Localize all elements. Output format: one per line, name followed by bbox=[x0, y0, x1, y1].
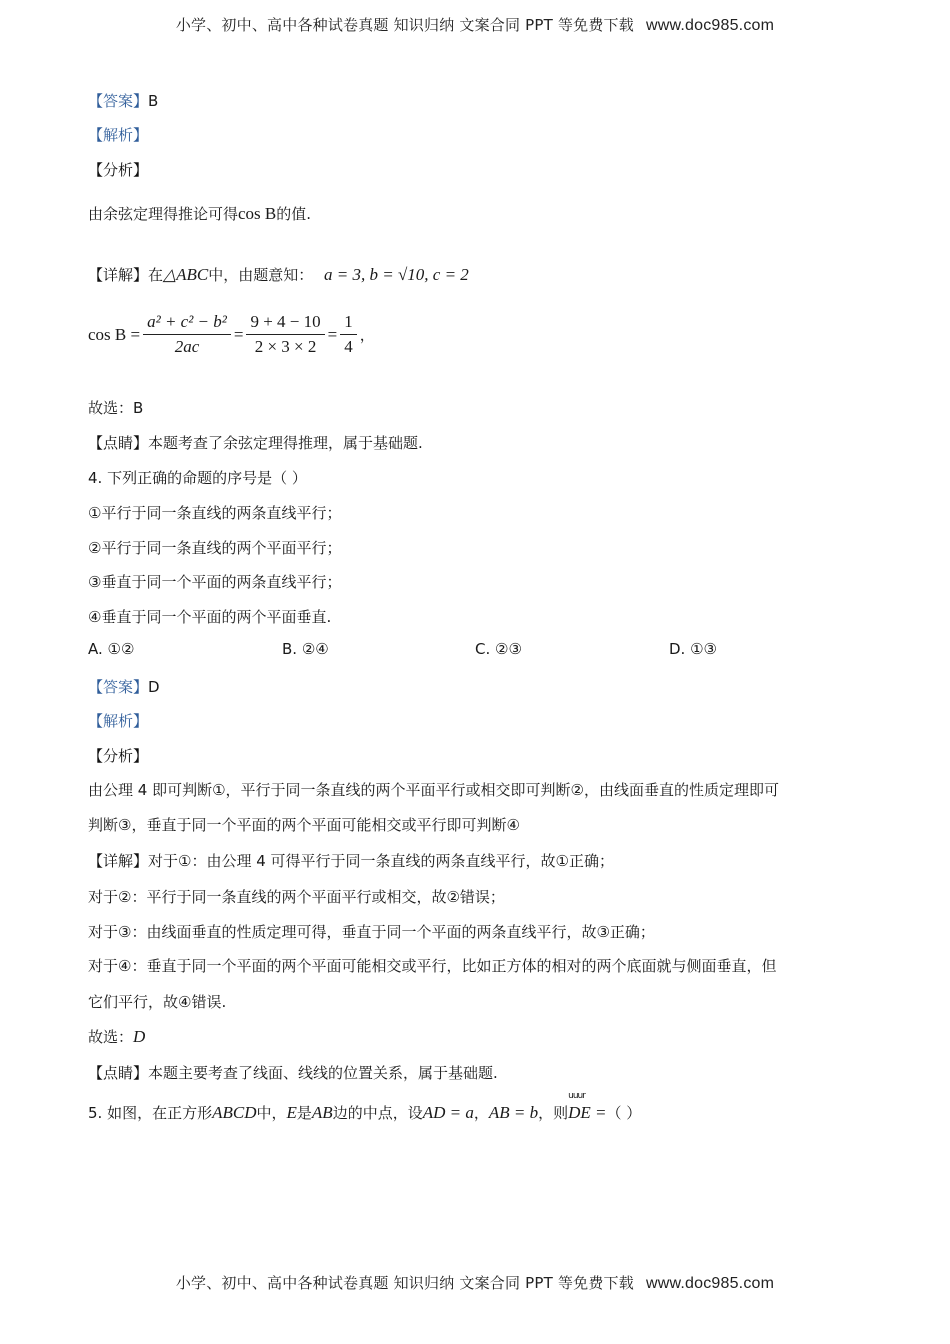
q4-fenxi-line: 判断③，垂直于同一个平面的两个平面可能相交或平行即可判断④ bbox=[88, 816, 520, 834]
comment-tag: 【点睛】 bbox=[88, 434, 149, 452]
frac1-den: 2ac bbox=[174, 337, 200, 356]
q5-ab: AB bbox=[311, 1103, 333, 1122]
q5-t1: 中， bbox=[256, 1104, 287, 1122]
header-site[interactable]: www.doc985.com bbox=[645, 17, 775, 34]
q5-t4: ， bbox=[473, 1104, 489, 1122]
answer-value: B bbox=[148, 92, 159, 110]
q3-answer bbox=[88, 90, 158, 111]
formula-lhs: cos B = bbox=[88, 324, 141, 344]
q4-detail-line: 对于③：由线面垂直的性质定理可得，垂直于同一个平面的两条直线平行，故③正确； bbox=[88, 923, 655, 941]
formula-eq2: = bbox=[327, 324, 338, 344]
answer-value: D bbox=[148, 678, 160, 696]
q4-stem: 4. 下列正确的命题的序号是（ ） bbox=[88, 469, 307, 487]
q4-answer bbox=[88, 676, 160, 697]
q4-detail-line bbox=[88, 850, 614, 871]
page-footer bbox=[0, 1272, 950, 1293]
fenxi-tag: 【分析】 bbox=[88, 161, 149, 179]
q5-t5: ，则 bbox=[538, 1104, 569, 1122]
footer-site[interactable]: www.doc985.com bbox=[645, 1275, 775, 1292]
q4-analysis bbox=[88, 710, 148, 731]
q4-item: ②平行于同一条直线的两个平面平行； bbox=[88, 539, 342, 557]
q4-comment bbox=[88, 1062, 498, 1083]
header-text: 小学、初中、高中各种试卷真题 知识归纳 文案合同 PPT 等免费下载 bbox=[175, 16, 634, 34]
q5-num: 5. 如图，在正方形 bbox=[88, 1104, 213, 1122]
footer-text: 小学、初中、高中各种试卷真题 知识归纳 文案合同 PPT 等免费下载 bbox=[175, 1274, 634, 1292]
q4-detail-line: 对于②：平行于同一条直线的两个平面平行或相交，故②错误； bbox=[88, 888, 505, 906]
q3-formula bbox=[88, 312, 375, 357]
formula-frac-1 bbox=[143, 312, 231, 357]
q4-detail-line: 它们平行，故④错误. bbox=[88, 993, 227, 1011]
fenxi-math: cos B bbox=[238, 204, 277, 223]
formula-eq1: = bbox=[233, 324, 244, 344]
choice-prefix: 故选： bbox=[88, 1028, 134, 1046]
q5-ab-eq: AB = b bbox=[488, 1103, 539, 1122]
q4-option-c: C. ②③ bbox=[475, 640, 522, 658]
q5-ad-eq: AD = a bbox=[422, 1103, 474, 1122]
frac2-num: 9 + 4 − 10 bbox=[246, 312, 324, 335]
detail-tag: 【详解】 bbox=[88, 266, 149, 284]
choice-value: D bbox=[133, 1027, 146, 1046]
detail-text: 对于①：由公理 4 可得平行于同一条直线的两条直线平行，故①正确； bbox=[148, 852, 614, 870]
detail-text-b: 中，由题意知： bbox=[208, 266, 314, 284]
q5-de-vector bbox=[568, 1091, 607, 1123]
fenxi-text-b: 的值. bbox=[276, 205, 312, 223]
detail-text-a: 在 bbox=[148, 266, 164, 284]
q4-option-d: D. ①③ bbox=[669, 640, 717, 658]
q4-fenxi-line: 由公理 4 即可判断①，平行于同一条直线的两个平面平行或相交即可判断②，由线面垂直的性质定理即可 bbox=[88, 781, 779, 799]
q4-choice bbox=[88, 1026, 145, 1047]
q3-comment bbox=[88, 432, 423, 453]
detail-given: a = 3, b = √10, c = 2 bbox=[324, 265, 469, 284]
frac3-den: 4 bbox=[344, 337, 353, 356]
q4-option-b: B. ②④ bbox=[282, 640, 329, 658]
comment-text: 本题考查了余弦定理得推理，属于基础题. bbox=[148, 434, 423, 452]
q5-t3: 边的中点，设 bbox=[332, 1104, 423, 1122]
q5-de: DE = bbox=[568, 1103, 607, 1122]
frac1-num: a² + c² − b² bbox=[143, 312, 231, 335]
detail-tag: 【详解】 bbox=[88, 852, 149, 870]
answer-tag: 【答案】 bbox=[88, 92, 149, 110]
q4-item: ④垂直于同一个平面的两个平面垂直. bbox=[88, 608, 332, 626]
q4-item: ③垂直于同一个平面的两条直线平行； bbox=[88, 573, 342, 591]
fenxi-text-a: 由余弦定理得推论可得 bbox=[88, 205, 239, 223]
q3-analysis bbox=[88, 124, 148, 145]
q5-stem bbox=[88, 1091, 642, 1123]
fenxi-tag: 【分析】 bbox=[88, 747, 149, 765]
q5-t6: （ ） bbox=[606, 1104, 642, 1122]
q5-t2: 是 bbox=[296, 1104, 312, 1122]
vector-arrow: uuur bbox=[568, 1091, 585, 1101]
q4-fenxi-tag bbox=[88, 745, 148, 766]
analysis-tag: 【解析】 bbox=[88, 126, 149, 144]
q4-detail-line: 对于④：垂直于同一个平面的两个平面可能相交或平行，比如正方体的相对的两个底面就与侧面垂直，但 bbox=[88, 957, 777, 975]
detail-triangle: △ABC bbox=[163, 265, 209, 284]
answer-tag: 【答案】 bbox=[88, 678, 149, 696]
q3-fenxi-tag bbox=[88, 159, 148, 180]
q3-detail bbox=[88, 264, 469, 285]
q5-e: E bbox=[286, 1103, 297, 1122]
analysis-tag: 【解析】 bbox=[88, 712, 149, 730]
formula-frac-3 bbox=[340, 312, 357, 357]
page-header bbox=[0, 14, 950, 35]
q4-item: ①平行于同一条直线的两条直线平行； bbox=[88, 504, 342, 522]
formula-frac-2 bbox=[246, 312, 324, 357]
frac2-den: 2 × 3 × 2 bbox=[254, 337, 317, 356]
formula-end: ， bbox=[359, 326, 375, 344]
comment-tag: 【点睛】 bbox=[88, 1064, 149, 1082]
q3-fenxi-text bbox=[88, 203, 311, 224]
q3-choice: 故选：B bbox=[88, 399, 144, 417]
q5-square: ABCD bbox=[212, 1103, 257, 1122]
frac3-num: 1 bbox=[340, 312, 357, 335]
q4-option-a: A. ①② bbox=[88, 640, 135, 658]
comment-text: 本题主要考查了线面、线线的位置关系，属于基础题. bbox=[148, 1064, 498, 1082]
